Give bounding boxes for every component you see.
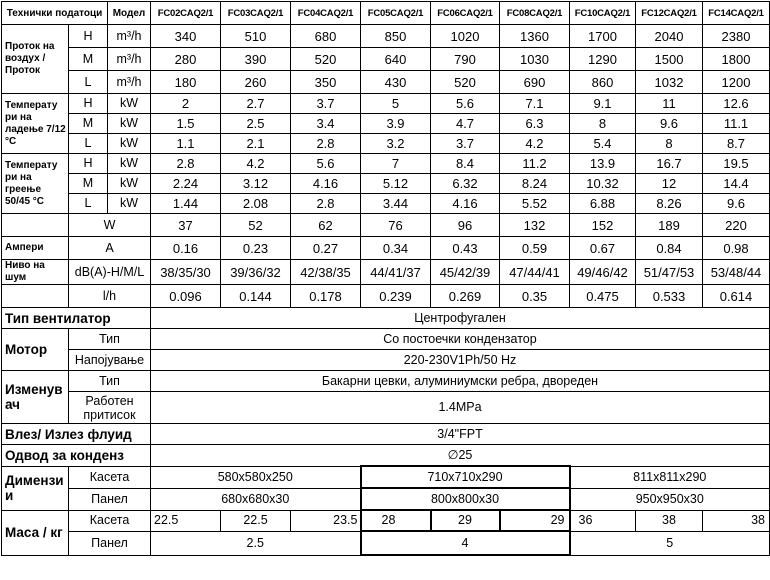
mass-value: 38 (703, 510, 770, 531)
dimension-value: 680x680x30 (151, 488, 361, 510)
table-row (2, 134, 770, 154)
value-cell: 3.7 (431, 134, 500, 154)
value-cell: 3.4 (291, 114, 361, 134)
table-row (2, 392, 770, 424)
value-cell: 3.12 (221, 174, 291, 194)
exchanger-pressure-label: Работен притисок (69, 392, 151, 424)
exchanger-pressure-value: 1.4MPa (151, 392, 770, 424)
fluid-label: Влез/ Излез флуид (2, 424, 151, 445)
value-cell: 2.8 (151, 154, 221, 174)
motor-type-label: Тип (69, 329, 151, 350)
table-row (2, 285, 770, 308)
table-row (2, 174, 770, 194)
value-cell: 14.4 (703, 174, 770, 194)
table-row (2, 25, 770, 48)
fan-type-label: Тип вентилатор (2, 308, 151, 329)
table-row (2, 424, 770, 445)
value-cell: 96 (431, 214, 500, 237)
value-cell: 5.6 (291, 154, 361, 174)
model-header: FC14CAQ2/1 (703, 2, 770, 25)
speed-cell: L (69, 194, 108, 214)
value-cell: 19.5 (703, 154, 770, 174)
unit-cell: l/h (69, 285, 151, 308)
value-cell: 0.67 (570, 237, 636, 260)
value-cell: 1.5 (151, 114, 221, 134)
mass-value: 22.5 (221, 510, 291, 531)
speed-cell: M (69, 174, 108, 194)
specification-table (1, 1, 770, 556)
value-cell: 9.1 (570, 94, 636, 114)
value-cell: 51/47/53 (636, 260, 703, 285)
mass-value: 2.5 (151, 531, 361, 555)
value-cell: 2.24 (151, 174, 221, 194)
unit-cell: kW (108, 134, 151, 154)
value-cell: 0.475 (570, 285, 636, 308)
table-row (2, 71, 770, 94)
exchanger-label: Изменув ач (2, 371, 69, 424)
dimensions-cassette-label: Касета (69, 466, 151, 488)
mass-value: 36 (570, 510, 636, 531)
fluid-value: 3/4"FPT (151, 424, 770, 445)
value-cell: 0.178 (291, 285, 361, 308)
speed-cell: M (69, 114, 108, 134)
mass-value: 5 (570, 531, 770, 555)
value-cell: 0.096 (151, 285, 221, 308)
value-cell: 860 (570, 71, 636, 94)
value-cell: 6.88 (570, 194, 636, 214)
value-cell: 1700 (570, 25, 636, 48)
dimension-value: 950x950x30 (570, 488, 770, 510)
value-cell: 0.239 (361, 285, 431, 308)
value-cell: 2.08 (221, 194, 291, 214)
value-cell: 1.1 (151, 134, 221, 154)
mass-cassette-label: Касета (69, 510, 151, 531)
table-row (2, 531, 770, 555)
value-cell: 520 (431, 71, 500, 94)
speed-cell: H (69, 25, 108, 48)
table-row (2, 350, 770, 371)
model-header: FC05CAQ2/1 (361, 2, 431, 25)
table-row (2, 445, 770, 467)
value-cell: 2.8 (291, 134, 361, 154)
value-cell: 0.43 (431, 237, 500, 260)
value-cell: 10.32 (570, 174, 636, 194)
value-cell: 1200 (703, 71, 770, 94)
mass-label: Маса / кг (2, 510, 69, 555)
unit-cell: kW (108, 94, 151, 114)
value-cell: 0.23 (221, 237, 291, 260)
value-cell: 16.7 (636, 154, 703, 174)
model-header: FC06CAQ2/1 (431, 2, 500, 25)
value-cell: 6.32 (431, 174, 500, 194)
value-cell: 0.16 (151, 237, 221, 260)
value-cell: 0.35 (500, 285, 570, 308)
value-cell: 52 (221, 214, 291, 237)
unit-cell: dB(A)-H/M/L (69, 260, 151, 285)
value-cell: 4.2 (221, 154, 291, 174)
header-row (2, 2, 770, 25)
value-cell: 189 (636, 214, 703, 237)
value-cell: 8.26 (636, 194, 703, 214)
table-row (2, 154, 770, 174)
value-cell: 12 (636, 174, 703, 194)
value-cell: 11 (636, 94, 703, 114)
value-cell: 53/48/44 (703, 260, 770, 285)
current-label: Ампери (2, 237, 69, 260)
model-header: FC03CAQ2/1 (221, 2, 291, 25)
value-cell: 7 (361, 154, 431, 174)
value-cell: 2.5 (221, 114, 291, 134)
value-cell: 1030 (500, 48, 570, 71)
dimension-value: 580x580x250 (151, 466, 361, 488)
value-cell: 11.2 (500, 154, 570, 174)
speed-cell: H (69, 154, 108, 174)
table-row (2, 488, 770, 510)
motor-label: Мотор (2, 329, 69, 371)
value-cell: 8 (636, 134, 703, 154)
mass-value: 28 (361, 510, 431, 531)
value-cell: 5.52 (500, 194, 570, 214)
unit-cell: m³/h (108, 71, 151, 94)
value-cell: 430 (361, 71, 431, 94)
value-cell: 4.16 (431, 194, 500, 214)
exchanger-type-label: Тип (69, 371, 151, 392)
value-cell: 280 (151, 48, 221, 71)
value-cell: 2.8 (291, 194, 361, 214)
value-cell: 2380 (703, 25, 770, 48)
value-cell: 3.9 (361, 114, 431, 134)
value-cell: 1360 (500, 25, 570, 48)
value-cell: 4.7 (431, 114, 500, 134)
value-cell: 8.24 (500, 174, 570, 194)
unit-cell: kW (108, 194, 151, 214)
value-cell: 76 (361, 214, 431, 237)
table-row (2, 308, 770, 329)
value-cell: 6.3 (500, 114, 570, 134)
value-cell: 9.6 (636, 114, 703, 134)
value-cell: 690 (500, 71, 570, 94)
value-cell: 37 (151, 214, 221, 237)
unit-cell: kW (108, 154, 151, 174)
value-cell: 8.4 (431, 154, 500, 174)
table-row (2, 510, 770, 531)
unit-cell: m³/h (108, 25, 151, 48)
model-label: Модел (108, 2, 151, 25)
mass-panel-label: Панел (69, 531, 151, 555)
motor-type-value: Со постоечки кондензатор (151, 329, 770, 350)
mass-value: 29 (431, 510, 500, 531)
drain-label: Одвод за конденз (2, 445, 151, 467)
value-cell: 850 (361, 25, 431, 48)
value-cell: 5.6 (431, 94, 500, 114)
fan-type-value: Центрофугален (151, 308, 770, 329)
value-cell: 5 (361, 94, 431, 114)
value-cell: 390 (221, 48, 291, 71)
value-cell: 152 (570, 214, 636, 237)
value-cell: 1.44 (151, 194, 221, 214)
model-header: FC12CAQ2/1 (636, 2, 703, 25)
table-row (2, 329, 770, 350)
value-cell: 11.1 (703, 114, 770, 134)
value-cell: 340 (151, 25, 221, 48)
dimension-value: 710x710x290 (361, 466, 570, 488)
value-cell: 7.1 (500, 94, 570, 114)
value-cell: 510 (221, 25, 291, 48)
table-row (2, 237, 770, 260)
drain-value: ∅25 (151, 445, 770, 467)
value-cell: 350 (291, 71, 361, 94)
table-row (2, 371, 770, 392)
speed-cell: L (69, 71, 108, 94)
mass-value: 4 (361, 531, 570, 555)
value-cell: 0.59 (500, 237, 570, 260)
mass-value: 38 (636, 510, 703, 531)
model-header: FC02CAQ2/1 (151, 2, 221, 25)
value-cell: 47/44/41 (500, 260, 570, 285)
speed-cell: H (69, 94, 108, 114)
value-cell: 0.84 (636, 237, 703, 260)
water-label (2, 285, 69, 308)
dimensions-label: Димензи и (2, 466, 69, 510)
value-cell: 1800 (703, 48, 770, 71)
value-cell: 3.7 (291, 94, 361, 114)
value-cell: 220 (703, 214, 770, 237)
value-cell: 0.98 (703, 237, 770, 260)
value-cell: 44/41/37 (361, 260, 431, 285)
value-cell: 8 (570, 114, 636, 134)
value-cell: 132 (500, 214, 570, 237)
value-cell: 8.7 (703, 134, 770, 154)
value-cell: 49/46/42 (570, 260, 636, 285)
value-cell: 0.144 (221, 285, 291, 308)
table-row (2, 466, 770, 488)
model-header: FC04CAQ2/1 (291, 2, 361, 25)
dimension-value: 800x800x30 (361, 488, 570, 510)
noise-label: Ниво на шум (2, 260, 69, 285)
speed-cell: L (69, 134, 108, 154)
table-row (2, 194, 770, 214)
value-cell: 2.1 (221, 134, 291, 154)
value-cell: 680 (291, 25, 361, 48)
speed-cell: M (69, 48, 108, 71)
motor-supply-label: Напојување (69, 350, 151, 371)
value-cell: 0.34 (361, 237, 431, 260)
value-cell: 13.9 (570, 154, 636, 174)
value-cell: 39/36/32 (221, 260, 291, 285)
value-cell: 4.2 (500, 134, 570, 154)
value-cell: 1500 (636, 48, 703, 71)
heating-label: Температу ри на греење 50/45 °C (2, 154, 69, 214)
mass-value: 29 (500, 510, 570, 531)
dimensions-panel-label: Панел (69, 488, 151, 510)
value-cell: 5.4 (570, 134, 636, 154)
cooling-label: Температу ри на ладење 7/12 °C (2, 94, 69, 154)
model-header: FC10CAQ2/1 (570, 2, 636, 25)
table-row (2, 94, 770, 114)
value-cell: 260 (221, 71, 291, 94)
value-cell: 38/35/30 (151, 260, 221, 285)
table-row (2, 260, 770, 285)
unit-cell: m³/h (108, 48, 151, 71)
table-row (2, 48, 770, 71)
mass-value: 23.5 (291, 510, 361, 531)
value-cell: 520 (291, 48, 361, 71)
value-cell: 0.27 (291, 237, 361, 260)
unit-cell: A (69, 237, 151, 260)
value-cell: 3.44 (361, 194, 431, 214)
value-cell: 4.16 (291, 174, 361, 194)
value-cell: 5.12 (361, 174, 431, 194)
dimension-value: 811x811x290 (570, 466, 770, 488)
value-cell: 180 (151, 71, 221, 94)
value-cell: 790 (431, 48, 500, 71)
value-cell: 42/38/35 (291, 260, 361, 285)
value-cell: 1032 (636, 71, 703, 94)
value-cell: 62 (291, 214, 361, 237)
unit-cell: kW (108, 114, 151, 134)
value-cell: 0.614 (703, 285, 770, 308)
value-cell: 1290 (570, 48, 636, 71)
table-row (2, 214, 770, 237)
value-cell: 12.6 (703, 94, 770, 114)
mass-value: 22.5 (151, 510, 221, 531)
power-label (2, 214, 69, 237)
value-cell: 2 (151, 94, 221, 114)
value-cell: 0.533 (636, 285, 703, 308)
model-header: FC08CAQ2/1 (500, 2, 570, 25)
exchanger-type-value: Бакарни цевки, алуминиумски ребра, двореден (151, 371, 770, 392)
value-cell: 0.269 (431, 285, 500, 308)
value-cell: 9.6 (703, 194, 770, 214)
value-cell: 2.7 (221, 94, 291, 114)
value-cell: 2040 (636, 25, 703, 48)
unit-cell: kW (108, 174, 151, 194)
table-row (2, 114, 770, 134)
value-cell: 45/42/39 (431, 260, 500, 285)
value-cell: 3.2 (361, 134, 431, 154)
corner-label: Технички податоци (2, 2, 108, 25)
airflow-label: Проток на воздух / Проток (2, 25, 69, 94)
unit-cell: W (69, 214, 151, 237)
motor-supply-value: 220-230V1Ph/50 Hz (151, 350, 770, 371)
value-cell: 640 (361, 48, 431, 71)
value-cell: 1020 (431, 25, 500, 48)
